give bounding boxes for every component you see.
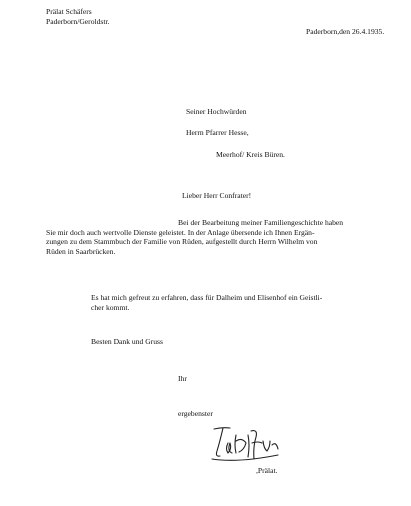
sender-address: Paderborn/Geroldstr. — [46, 17, 110, 26]
place-date: Paderborn,den 26.4.1935. — [306, 27, 385, 36]
paragraph-2-line: cher kommt. — [91, 302, 130, 312]
signature-suffix: ,Prälat. — [256, 466, 278, 475]
recipient-line-3: Meerhof/ Kreis Büren. — [216, 150, 285, 159]
closing-text: Besten Dank und Gruss — [91, 337, 163, 346]
salutation: Lieber Herr Confrater! — [182, 191, 252, 200]
paragraph-1-line: zungen zu dem Stammbuch der Familie von Rüden, aufgestellt durch Herrn Wilhelm von — [46, 237, 318, 247]
paragraph-2-line: Es hat mich gefreut zu erfahren, dass für Dalheim und Elisenhof ein Geistli- — [91, 293, 323, 302]
recipient-line-1: Seiner Hochwürden — [186, 107, 247, 116]
closing-ihr: Ihr — [178, 374, 187, 383]
sender-name: Prälat Schäfers — [46, 7, 92, 16]
paragraph-1-line: Rüden in Saarbrücken. — [46, 246, 116, 256]
closing-ergebenster: ergebenster — [178, 409, 213, 418]
paragraph-2 — [91, 293, 322, 312]
recipient-line-2: Herrn Pfarrer Hesse, — [186, 128, 249, 137]
paragraph-1-line: Bei der Bearbeitung meiner Familiengeschichte haben — [178, 218, 344, 227]
handwritten-signature — [208, 423, 284, 467]
paragraph-1-line: Sie mir doch auch wertvolle Dienste geleistet. In der Anlage übersende ich Ihnen Ergän- — [46, 227, 315, 237]
paragraph-1 — [46, 218, 343, 256]
